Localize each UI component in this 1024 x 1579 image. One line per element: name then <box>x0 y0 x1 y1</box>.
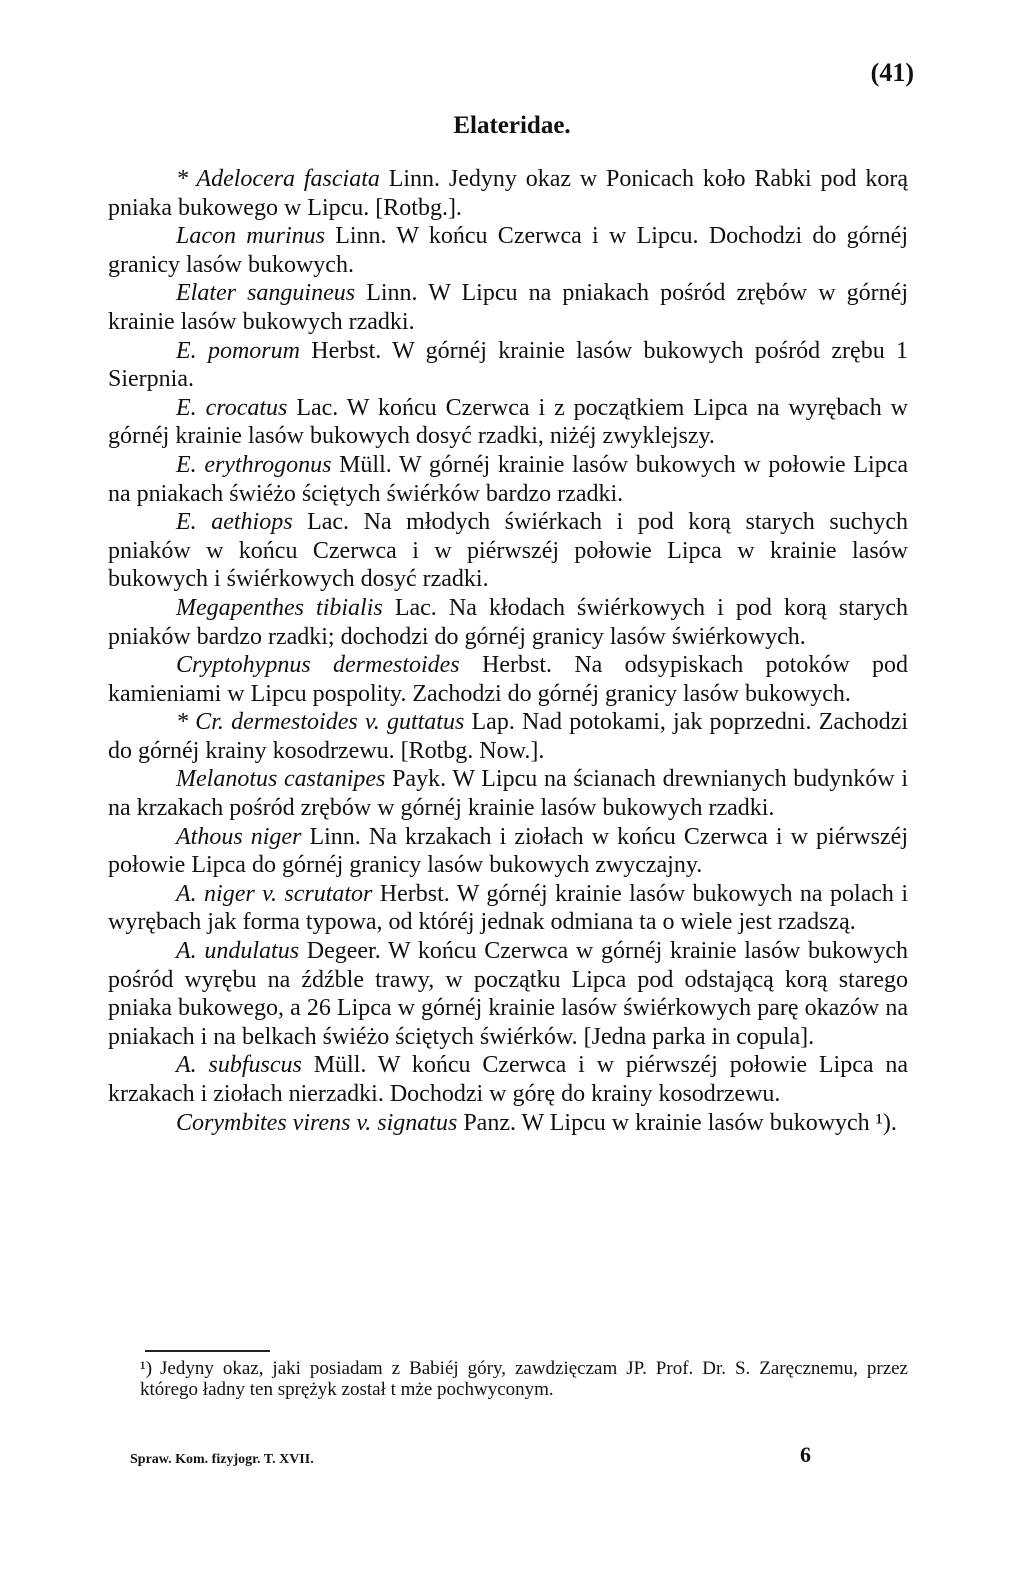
species-entry <box>108 708 908 765</box>
species-name: Athous niger <box>176 823 302 850</box>
species-name: Megapenthes tibialis <box>176 594 383 621</box>
signature-number: 6 <box>800 1442 811 1467</box>
species-description: Linn. Jedyny okaz w Ponicach koło Rabki pod korą pniaka bukowego w Lipcu. [Rotbg.]. <box>108 166 909 221</box>
species-name: * Adelocera fasciata <box>176 166 380 192</box>
species-entry <box>108 394 908 451</box>
species-name: A. niger v. scrutator <box>176 880 373 907</box>
species-description: Lap. Nad potokami, jak poprzedni. Zachodzi do górnéj krainy kosodrzewu. [Rotbg. Now.]. <box>108 709 909 764</box>
species-name: E. erythrogonus <box>176 451 332 478</box>
species-entry <box>108 937 908 1051</box>
species-name: Lacon murinus <box>176 223 325 250</box>
species-description: Linn. W Lipcu na pniakach pośród zrębów w górnéj krainie lasów bukowych rzadki. <box>108 280 908 335</box>
footnote-mark: ¹) <box>140 1358 153 1379</box>
species-description: Linn. Na krzakach i ziołach w końcu Czerwca i w piérwszéj połowie Lipca do górnéj granicy lasów bukowych zwyczajny. <box>108 823 908 879</box>
species-description: Lac. W końcu Czerwca i z początkiem Lipca na wyrębach w górnéj krainie lasów bukowych dosyć rzadki, niżéj zwyklejszy. <box>108 394 908 450</box>
signature-mark: Spraw. Kom. fizyjogr. T. XVII. <box>130 1452 314 1467</box>
species-description: Herbst. W górnéj krainie lasów bukowych na polach i wyrębach jak forma typowa, od któréj jednak odmiana ta o wiele jest rzadszą. <box>108 880 908 936</box>
species-entry <box>108 451 908 508</box>
species-entry <box>108 279 908 336</box>
page-number: (41) <box>870 58 914 87</box>
species-description: Panz. W Lipcu w krainie lasów bukowych ¹). <box>457 1109 897 1136</box>
species-description: Herbst. W górnéj krainie lasów bukowych pośród zrębu 1 Sierpnia. <box>108 337 908 393</box>
species-name: Melanotus castanipes <box>176 766 386 793</box>
species-entry <box>108 880 908 937</box>
species-name: * Cr. dermestoides v. guttatus <box>176 709 465 736</box>
species-description: Lac. Na kłodach świérkowych i pod korą starych pniaków bardzo rzadki; dochodzi do górnéj granicy lasów świérkowych. <box>108 594 908 650</box>
species-description: Müll. W górnéj krainie lasów bukowych w połowie Lipca na pniakach świéżo ściętych świérków bardzo rzadki. <box>108 451 908 507</box>
species-entry <box>108 823 908 880</box>
species-name: Corymbites virens v. signatus <box>176 1109 458 1136</box>
species-name: E. pomorum <box>176 337 300 364</box>
species-description: Payk. W Lipcu na ścianach drewnianych budynków i na krzakach pośród zrębów w górnéj krainie lasów bukowych rzadki. <box>108 766 909 822</box>
species-name: A. subfuscus <box>176 1052 302 1079</box>
species-name: Cryptohypnus dermestoides <box>176 652 460 679</box>
footnote-rule <box>145 1350 270 1352</box>
species-name: Elater sanguineus <box>176 280 356 307</box>
species-entry <box>108 1051 908 1108</box>
species-description: Degeer. W końcu Czerwca w górnéj krainie lasów bukowych pośród wyrębu na źdźble trawy, w początku Lipca pod odstającą korą starego pniaka bukowego, a 26 Lipca w górnéj krainie lasów świérkowych parę okazów na pniakach i na belkach świéżo ściętych świérków. [Jedna parka in copula]. <box>108 938 908 1050</box>
species-description: Linn. W końcu Czerwca i w Lipcu. Dochodzi do górnéj granicy lasów bukowych. <box>108 223 908 278</box>
species-entry <box>108 337 908 394</box>
species-entry <box>108 594 908 651</box>
species-name: A. undulatus <box>176 938 300 965</box>
species-entry <box>108 508 908 594</box>
species-entry <box>108 651 908 708</box>
species-name: E. crocatus <box>176 394 288 421</box>
species-description: Lac. Na młodych świérkach i pod korą starych suchych pniaków w końcu Czerwca i w piérwszéj połowie Lipca w krainie lasów bukowych i świérkowych dosyć rzadki. <box>108 509 908 593</box>
species-description: Müll. W końcu Czerwca i w piérwszéj połowie Lipca na krzakach i ziołach nierzadki. Dochodzi w górę do krainy kosodrzewu. <box>108 1052 908 1107</box>
species-description: Herbst. Na odsypiskach potoków pod kamieniami w Lipcu pospolity. Zachodzi do górnéj granicy lasów bukowych. <box>108 652 908 707</box>
species-entry <box>108 165 908 222</box>
footnote-text: Jedyny okaz, jaki posiadam z Babiéj góry, zawdzięczam JP. Prof. Dr. S. Zaręcznemu, przez którego ładny ten sprężyk został t mże pochwyconym. <box>140 1358 908 1400</box>
section-title: Elateridae. <box>453 112 571 139</box>
main-text <box>108 165 908 1137</box>
species-entry <box>108 765 908 822</box>
species-entry <box>108 1109 908 1138</box>
footnote <box>140 1358 908 1400</box>
species-name: E. aethiops <box>176 509 293 536</box>
species-entry <box>108 222 908 279</box>
